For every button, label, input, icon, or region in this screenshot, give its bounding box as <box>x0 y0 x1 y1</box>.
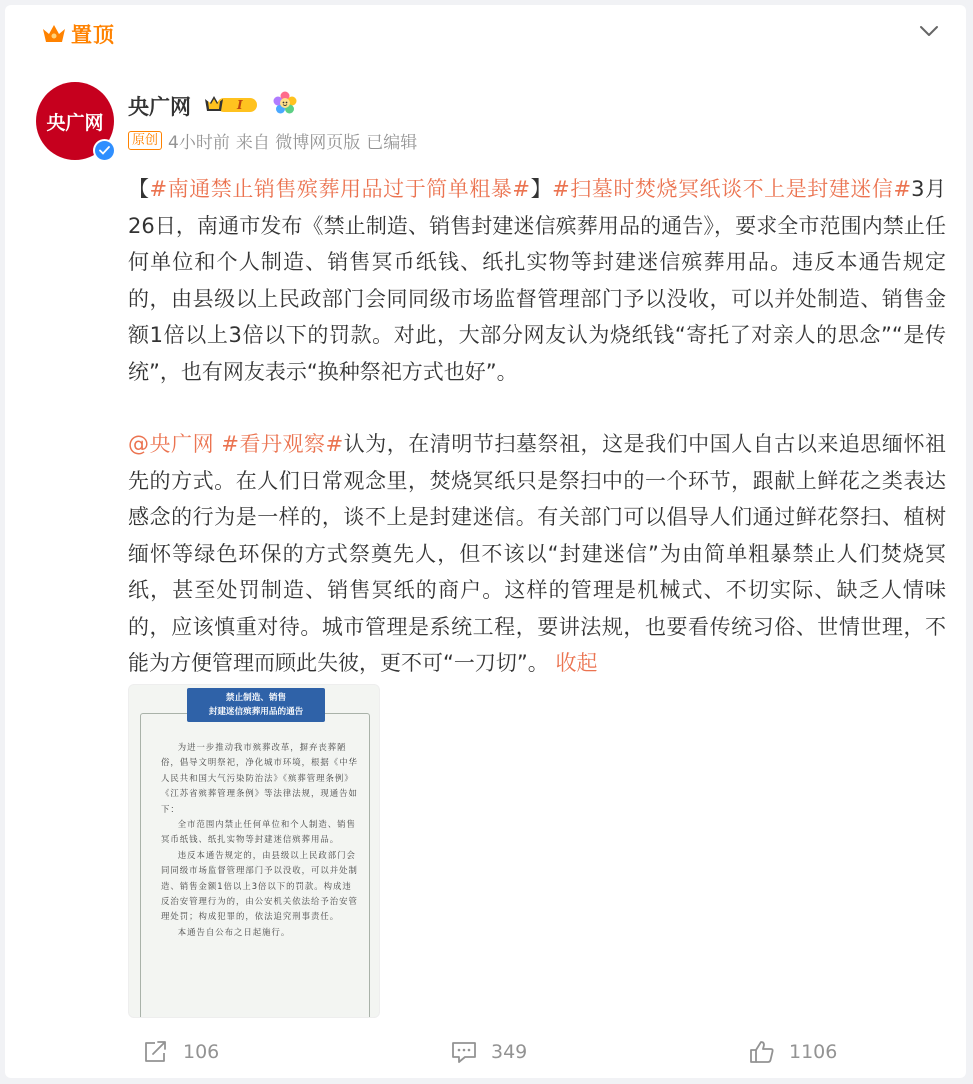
comment-icon <box>451 1040 477 1064</box>
hashtag-link[interactable]: #南通禁止销售殡葬用品过于简单粗暴# <box>149 177 531 201</box>
flower-badge-icon[interactable] <box>273 91 297 115</box>
like-count: 1106 <box>789 1041 838 1063</box>
pin-label: 置顶 <box>71 23 115 47</box>
like-button[interactable] <box>749 1037 837 1067</box>
edited-label[interactable]: 已编辑 <box>366 132 418 153</box>
crown-pin-icon <box>41 23 67 45</box>
weibo-post-card <box>5 5 966 1078</box>
hashtag-link[interactable]: #看丹观察# <box>221 432 344 456</box>
pin-bar <box>5 5 966 61</box>
thumbs-up-icon <box>749 1040 775 1064</box>
svg-text:I: I <box>237 98 243 112</box>
post-image[interactable] <box>128 684 380 1018</box>
share-count: 106 <box>183 1041 220 1063</box>
post-paragraph-2 <box>128 426 946 682</box>
share-button[interactable] <box>143 1037 219 1067</box>
post-meta <box>128 129 417 151</box>
paragraph-text: 认为，在清明节扫墓祭祖，这是我们中国人自古以来追思缅怀祖先的方式。在人们日常观念里，焚烧冥纸只是祭扫中的一个环节，跟献上鲜花之类表达感念的行为是一样的，谈不上是封建迷信。有关部门可以倡导人们通过鲜花祭扫、植树缅怀等绿色环保的方式祭奠先人，但不该以“封建迷信”为由简单粗暴禁止人们焚烧冥纸，甚至处罚制造、销售冥纸的商户。这样的管理是机械式、不切实际、缺乏人情味的，应该慎重对待。城市管理是系统工程，要讲法规，也要看传统习俗、世情世理，不能为方便管理而顾此失彼，更不可“一刀切”。 <box>128 432 947 675</box>
post-paragraph-1: 【#南通禁止销售殡葬用品过于简单粗暴#】#扫墓时焚烧冥纸谈不上是封建迷信#3月26日，南通市发布《禁止制造、销售封建迷信殡葬用品的通告》，要求全市范围内禁止任何单位和个人制造、销售冥币纸钱、纸扎实物等封建迷信殡葬用品。违反本通告规定的，由县级以上民政部门会同同级市场监督管理部门予以没收，可以并处制造、销售金额1倍以上3倍以下的罚款。对此，大部分网友认为烧纸钱“寄托了对亲人的思念”“是传统”，也有网友表示“换种祭祀方式也好”。 <box>128 177 946 384</box>
notice-title: 禁止制造、销售 封建迷信殡葬用品的通告 <box>187 688 325 722</box>
hashtag-link[interactable]: #扫墓时焚烧冥纸谈不上是封建迷信# <box>552 177 912 201</box>
notice-body: 为进一步推动我市殡葬改革，摒弃丧葬陋俗，倡导文明祭祀，净化城市环境，根据《中华人民共和国大气污染防治法》《殡葬管理条例》《江苏省殡葬管理条例》等法律法规，现通告如下： 全市范围内禁止任何单位和个人制造、销售冥币纸钱、纸扎实物等封建迷信殡葬用品。 违反本通告规定的，由县级以上民政部门会同同级市场监督管理部门予以没收，可以并处制造、销售金额1倍以上3倍以下的罚款。构成违反治安管理行为的，由公安机关依法给予治安管理处罚；构成犯罪的，依法追究刑事责任。 本通告自公布之日起施行。 <box>161 742 358 937</box>
vip-crown-icon[interactable] <box>203 93 259 115</box>
mention-link[interactable]: @央广网 <box>128 432 215 456</box>
avatar-text: 央广网 <box>46 111 104 134</box>
comment-button[interactable] <box>451 1037 527 1067</box>
verified-badge-icon <box>93 139 116 162</box>
collapse-link[interactable]: 收起 <box>555 651 598 675</box>
original-badge: 原创 <box>128 131 162 150</box>
author-name[interactable]: 央广网 <box>128 95 191 119</box>
share-icon <box>143 1040 169 1064</box>
action-bar <box>5 1029 966 1075</box>
comment-count: 349 <box>491 1041 528 1063</box>
post-body <box>128 171 946 718</box>
post-source: 来自 微博网页版 <box>235 132 361 153</box>
paragraph-text: 3月26日，南通市发布《禁止制造、销售封建迷信殡葬用品的通告》，要求全市范围内禁止任何单位和个人制造、销售冥币纸钱、纸扎实物等封建迷信殡葬用品。违反本通告规定的，由县级以上民政部门会同同级市场监督管理部门予以没收，可以并处制造、销售金额1倍以上3倍以下的罚款。对此，大部分网友认为烧纸钱“寄托了对亲人的思念”“是传统”，也有网友表示“换种祭祀方式也好”。 <box>128 177 946 384</box>
post-time[interactable]: 4小时前 <box>168 132 230 153</box>
chevron-down-icon[interactable] <box>917 23 941 39</box>
